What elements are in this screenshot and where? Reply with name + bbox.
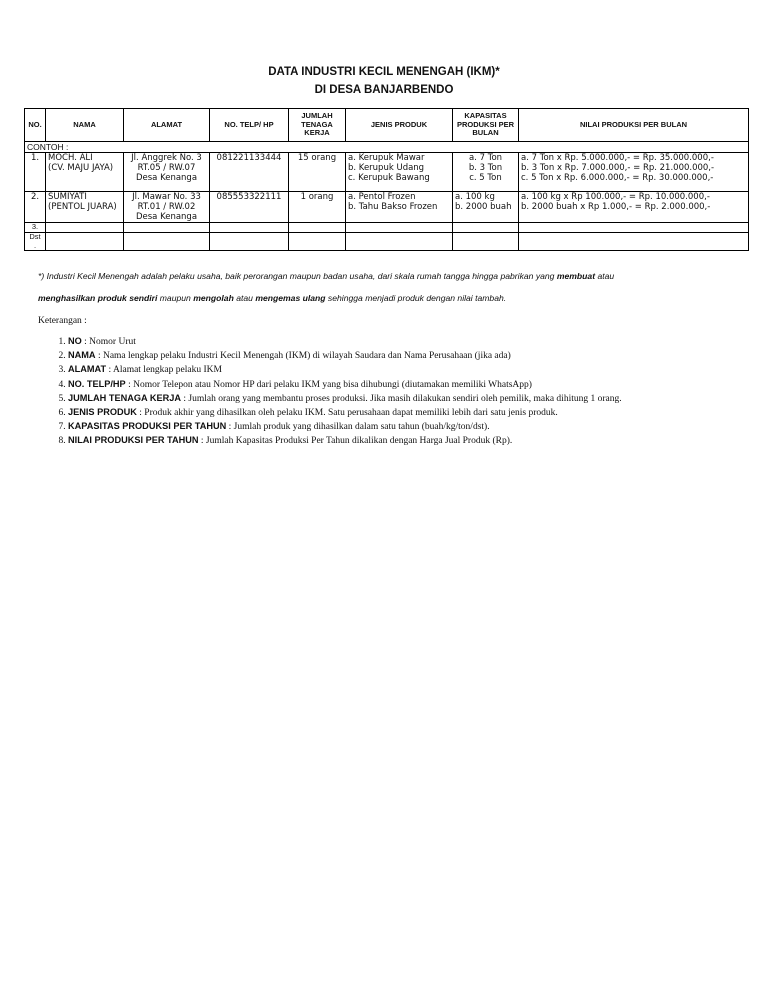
cell-tenaga-kerja: 1 orang — [289, 192, 346, 223]
footnote-bold: mengemas ulang — [255, 293, 326, 303]
cell-empty — [453, 233, 519, 251]
list-item — [68, 335, 738, 349]
cell-empty — [124, 223, 210, 233]
table-row — [25, 192, 749, 223]
cell-empty — [346, 233, 453, 251]
footnote-text: *) Industri Kecil Menengah adalah pelaku usaha, baik perorangan maupun badan usaha, dari skala rumah tangga hingga pabrikan yang — [38, 271, 557, 281]
nama-line: (CV. MAJU JAYA) — [48, 163, 114, 173]
cell-telp: 085553322111 — [210, 192, 289, 223]
keterangan-title: Keterangan : — [38, 316, 87, 326]
alamat-line: RT.01 / RW.02 — [137, 202, 196, 212]
footnote-bold: membuat — [556, 271, 596, 281]
header-no: NO. — [25, 109, 46, 142]
cell-jenis-produk — [346, 153, 453, 192]
list-item — [68, 420, 738, 434]
cell-empty — [519, 233, 749, 251]
note-term: NILAI PRODUKSI PER TAHUN — [68, 435, 199, 446]
list-item — [68, 349, 738, 363]
nama-line: MOCH. ALI — [48, 153, 93, 163]
alamat-line: Desa Kenanga — [135, 173, 198, 183]
cell-empty — [210, 223, 289, 233]
note-term: JUMLAH TENAGA KERJA — [68, 392, 181, 403]
kapasitas-line: b. 2000 buah — [455, 202, 512, 212]
page-title-line1: DATA INDUSTRI KECIL MENENGAH (IKM)* — [268, 66, 500, 78]
cell-nilai — [519, 192, 749, 223]
header-nilai: NILAI PRODUKSI PER BULAN — [519, 109, 749, 142]
ikm-data-table — [24, 108, 749, 251]
note-term: ALAMAT — [68, 364, 107, 375]
kapasitas-line: a. 7 Ton — [468, 153, 503, 163]
cell-tenaga-kerja: 15 orang — [289, 153, 346, 192]
no-line: Dst — [29, 232, 41, 241]
nilai-line: a. 7 Ton x Rp. 5.000.000,- = Rp. 35.000.000,- — [521, 153, 714, 163]
table-header-row — [25, 109, 749, 142]
header-kapasitas: KAPASITAS PRODUKSI PER BULAN — [453, 109, 519, 142]
footnote-text: atau — [595, 271, 615, 281]
cell-nama — [46, 153, 124, 192]
header-telp: NO. TELP/ HP — [210, 109, 289, 142]
produk-line: a. Kerupuk Mawar — [348, 153, 425, 163]
note-desc: : Jumlah orang yang membantu proses produksi. Jika masih dilakukan sendiri oleh pemilik, maka dihitung 1 orang. — [180, 393, 622, 404]
footnote-text: maupun — [157, 293, 194, 303]
nilai-line: c. 5 Ton x Rp. 6.000.000,- = Rp. 30.000.000,- — [521, 173, 714, 183]
table-row — [25, 153, 749, 192]
keterangan-section — [38, 316, 738, 449]
note-desc: : Nomor Telepon atau Nomor HP dari pelaku IKM yang bisa dihubungi (diutamakan memiliki WhatsApp) — [125, 379, 532, 390]
produk-line: b. Tahu Bakso Frozen — [348, 202, 438, 212]
ikm-definition-footnote — [38, 265, 738, 309]
header-nama: NAMA — [46, 109, 124, 142]
cell-jenis-produk — [346, 192, 453, 223]
kapasitas-line: c. 5 Ton — [469, 173, 502, 183]
note-term: JENIS PRODUK — [68, 407, 137, 418]
keterangan-list — [38, 335, 738, 449]
nilai-line: a. 100 kg x Rp 100.000,- = Rp. 10.000.000,- — [521, 192, 710, 202]
nama-line: (PENTOL JUARA) — [48, 202, 117, 212]
cell-no — [25, 233, 46, 251]
nama-line: SUMIYATI — [48, 192, 87, 202]
produk-line: a. Pentol Frozen — [348, 192, 416, 202]
cell-kapasitas — [453, 192, 519, 223]
note-term: KAPASITAS PRODUKSI PER TAHUN — [68, 421, 227, 432]
cell-empty — [519, 223, 749, 233]
alamat-line: Jl. Anggrek No. 3 — [131, 153, 202, 163]
cell-telp: 081221133444 — [210, 153, 289, 192]
cell-nilai — [519, 153, 749, 192]
cell-empty — [453, 223, 519, 233]
nilai-line: b. 3 Ton x Rp. 7.000.000,- = Rp. 21.000.000,- — [521, 163, 715, 173]
list-item — [68, 378, 738, 392]
cell-no: 3. — [25, 223, 46, 233]
cell-no: 1. — [25, 153, 46, 192]
footnote-bold: mengolah — [193, 293, 234, 303]
header-tenaga-kerja: JUMLAH TENAGA KERJA — [289, 109, 346, 142]
page-title-line2: DI DESA BANJARBENDO — [314, 84, 454, 96]
cell-nama — [46, 192, 124, 223]
list-item — [68, 434, 738, 448]
produk-line: b. Kerupuk Udang — [348, 163, 425, 173]
cell-alamat — [124, 192, 210, 223]
footnote-text: sehingga menjadi produk dengan nilai tambah. — [325, 293, 507, 303]
contoh-label: CONTOH : — [25, 142, 749, 153]
cell-empty — [346, 223, 453, 233]
page-title — [0, 63, 768, 99]
alamat-line: RT.05 / RW.07 — [137, 163, 196, 173]
note-desc: : Nomor Urut — [81, 337, 136, 347]
cell-empty — [289, 233, 346, 251]
cell-empty — [124, 233, 210, 251]
footnote-bold: menghasilkan produk sendiri — [38, 293, 158, 303]
cell-no: 2. — [25, 192, 46, 223]
list-item — [68, 363, 738, 377]
cell-kapasitas — [453, 153, 519, 192]
cell-empty — [289, 223, 346, 233]
cell-empty — [46, 223, 124, 233]
note-term: NO — [68, 336, 82, 346]
kapasitas-line: b. 3 Ton — [468, 163, 503, 173]
header-alamat: ALAMAT — [124, 109, 210, 142]
contoh-row — [25, 142, 749, 153]
note-desc: : Jumlah Kapasitas Produksi Per Tahun dikalikan dengan Harga Jual Produk (Rp). — [198, 436, 513, 447]
no-line: . — [33, 240, 37, 250]
note-desc: : Alamat lengkap pelaku IKM — [106, 365, 222, 376]
cell-empty — [46, 233, 124, 251]
list-item — [68, 406, 738, 420]
alamat-line: Desa Kenanga — [135, 212, 198, 222]
footnote-text: atau — [233, 293, 256, 303]
note-desc: : Produk akhir yang dihasilkan oleh pelaku IKM. Satu perusahaan dapat memiliki lebih dari satu jenis produk. — [136, 408, 558, 419]
note-term: NAMA — [68, 350, 96, 361]
cell-alamat — [124, 153, 210, 192]
cell-empty — [210, 233, 289, 251]
kapasitas-line: a. 100 kg — [455, 192, 495, 202]
table-row — [25, 233, 749, 251]
note-desc: : Nama lengkap pelaku Industri Kecil Menengah (IKM) di wilayah Saudara dan Nama Perusahaan (jika ada) — [95, 351, 511, 362]
note-term: NO. TELP/HP — [68, 378, 126, 389]
table-row — [25, 223, 749, 233]
alamat-line: Jl. Mawar No. 33 — [132, 192, 201, 202]
nilai-line: b. 2000 buah x Rp 1.000,- = Rp. 2.000.000,- — [521, 202, 711, 212]
list-item — [68, 392, 738, 406]
produk-line: c. Kerupuk Bawang — [348, 173, 430, 183]
note-desc: : Jumlah produk yang dihasilkan dalam satu tahun (buah/kg/ton/dst). — [226, 422, 490, 433]
header-jenis-produk: JENIS PRODUK — [346, 109, 453, 142]
